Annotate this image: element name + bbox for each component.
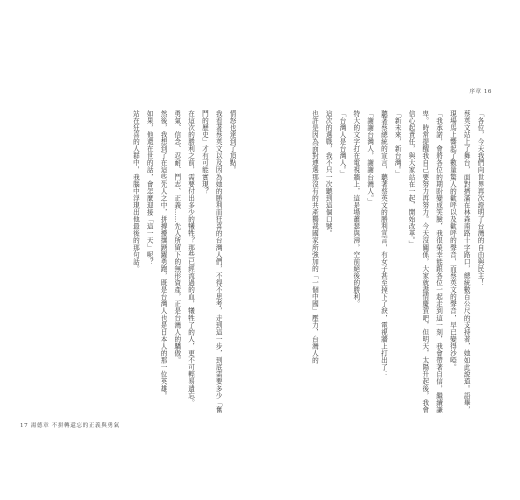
paragraph: 在這次的勝利之前，需要付出多少的犧牲？那些已經流過的血，犧牲了的人，更不可輕易遺忘。 (186, 110, 195, 407)
paragraph: 我看著蔡英文以及因為她的勝利而狂喜的台灣人們，不得不思考，走到這一步，到底需要多少「奮鬥的歷史」才有可能實現？ (200, 110, 223, 414)
left-page-text (128, 110, 238, 414)
right-page-text (307, 110, 486, 414)
paragraph: 「新未來，新台灣。」 (393, 110, 402, 178)
page-footer: 17 湯德章 不拼轉還忘的正義與勇氣 (20, 423, 120, 429)
paragraph: 情怒也達到了頂點。 (228, 110, 236, 174)
paragraph: 也許是因為面對連選那沒有的共產獨裁國家所強加的「一個中國」壓力，台灣人的 (310, 110, 319, 364)
paragraph: 特大的文字打在電視牆上，這是場蕭瑟與沸，空前絕後的勝利。 (351, 110, 360, 308)
paragraph: 「各位，今天我們向世界再次證明了台灣的自由與民主！ (476, 110, 484, 287)
paragraph: 如果，他還在世的話，會怎麼迎接「這一天」呢？ (145, 110, 154, 266)
paragraph: 這次的選戰，我不只一次聽到這個口號。 (324, 110, 333, 237)
paragraph: 聽著蔡總統的宣言，聽著蔡英文的勝利宣言，有女子甚至掉下了淚，電視牆上打出了： (379, 110, 388, 378)
right-page (262, 0, 520, 500)
paragraph: 「謝謝台灣人，謝謝台灣人。」 (365, 110, 374, 206)
paragraph: 勇氣、信念、忍耐、鬥志、正義……先人所留下的無形資產，正是台灣人的驕傲。 (172, 110, 181, 364)
page-header: 序章 16 (469, 89, 492, 95)
paragraph: 蔡英文站上了舞台，面對擠滿在林森南路十字路口，總統數百公尺的支持者，她如此說道。語畢，現場馬上響起了數量驚人的歡呼以及歡呼的聲音，而蔡英文的聲音，早已變得沙啞。 (448, 110, 471, 414)
paragraph: 「台灣人是台灣人。」 (338, 110, 347, 178)
paragraph: 然後，我想到了在這些先人之中，拼搏擾攘踴躍勇跑，既是台灣人也是日本人的那一位英雄。 (159, 110, 168, 400)
paragraph: 「我承諾，會將各位的期盼變成笑臉，我很榮幸能跟各位一起走到這一刻，我會帶著自信，繼續謙卑。時常提醒我自己要努力再努力。今天沒關係，大家就盡情慶賀吧，但明天，太陽升起後，我會信心起責任，與大家站在一起，開始改革。」 (407, 110, 443, 414)
paragraph: 站在狂喜的人群中，我腦中浮現出他最後的那句話。 (131, 110, 140, 273)
